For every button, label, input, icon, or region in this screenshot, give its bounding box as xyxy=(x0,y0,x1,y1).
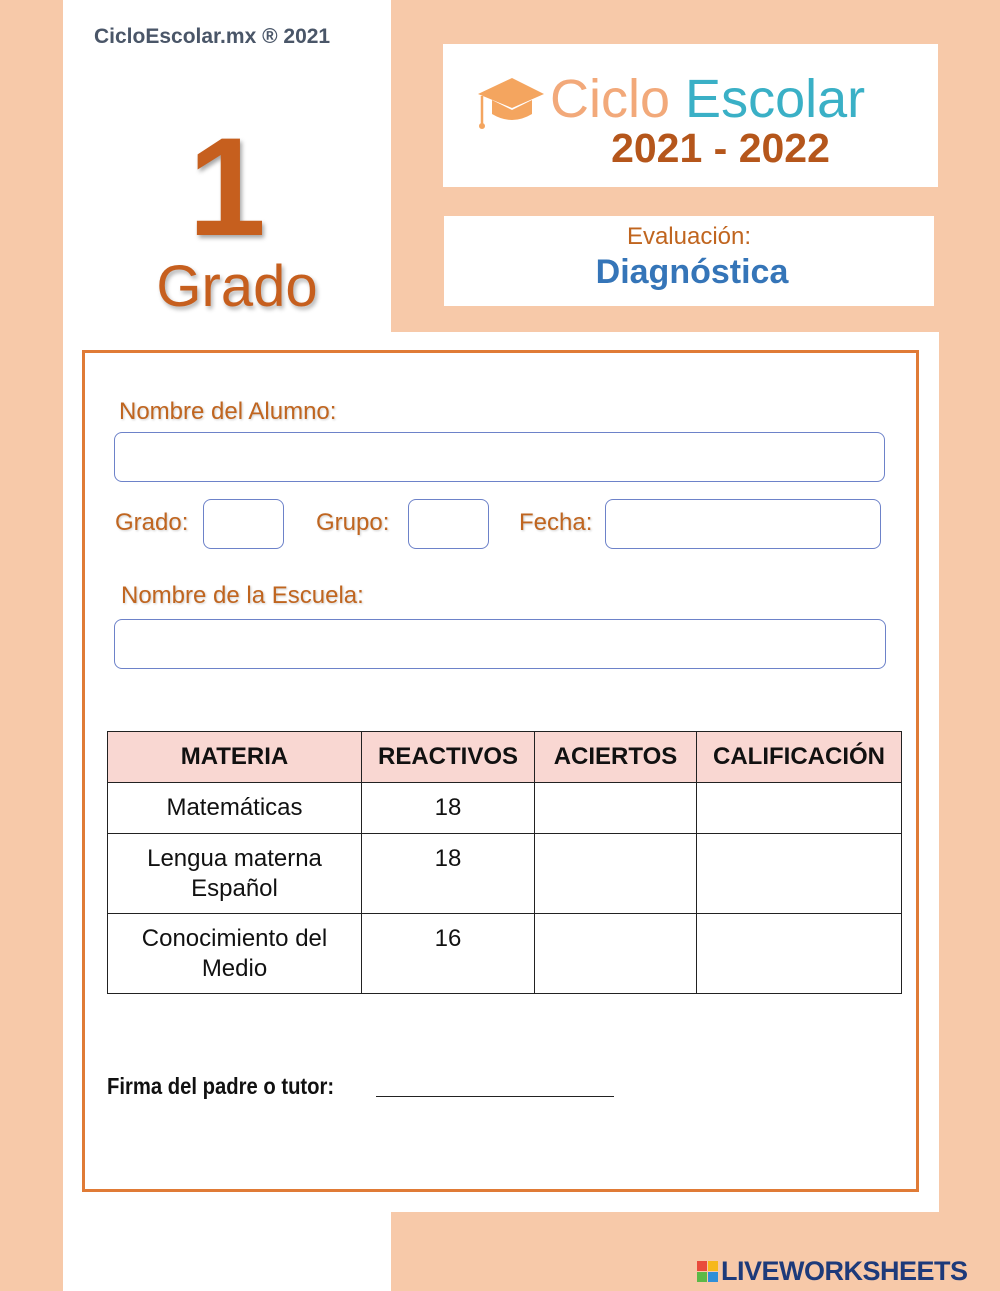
logo-title xyxy=(550,68,865,130)
group-field[interactable] xyxy=(408,499,489,549)
grade-field[interactable] xyxy=(203,499,284,549)
header-score: CALIFICACIÓN xyxy=(697,732,902,783)
scores-table xyxy=(107,731,902,994)
liveworksheets-brand: LIVEWORKSHEETS xyxy=(721,1255,968,1286)
site-credit: CicloEscolar.mx ® 2021 xyxy=(94,25,331,48)
subject-name-line1: Lengua materna xyxy=(147,845,322,872)
correct-cell[interactable] xyxy=(535,834,697,914)
score-cell[interactable] xyxy=(697,914,902,994)
correct-cell[interactable] xyxy=(535,783,697,834)
subject-name-line2: Medio xyxy=(201,955,268,982)
subject-cell xyxy=(108,834,362,914)
correct-cell[interactable] xyxy=(535,914,697,994)
header-items: REACTIVOS xyxy=(362,732,535,783)
table-row xyxy=(108,783,902,834)
liveworksheets-logo-icon xyxy=(697,1261,718,1282)
evaluation-type: Diagnóstica xyxy=(595,253,789,291)
date-field[interactable] xyxy=(605,499,881,549)
logo-word-escolar: Escolar xyxy=(685,69,866,129)
signature-label: Firma del padre o tutor: xyxy=(107,1073,335,1099)
evaluation-label: Evaluación: xyxy=(626,223,752,250)
grade-number: 1 xyxy=(188,108,266,265)
table-row xyxy=(108,834,902,914)
subject-name: Matemáticas xyxy=(166,794,303,821)
school-years: 2021 - 2022 xyxy=(611,125,830,171)
school-name-label: Nombre de la Escuela: xyxy=(121,582,364,609)
table-header-row xyxy=(108,732,902,783)
score-cell[interactable] xyxy=(697,783,902,834)
subject-cell xyxy=(108,914,362,994)
grade-label: Grado: xyxy=(115,509,189,536)
logo-word-ciclo: Ciclo xyxy=(550,69,671,129)
school-name-field[interactable] xyxy=(114,619,886,669)
items-cell: 18 xyxy=(362,783,535,834)
group-label: Grupo: xyxy=(316,509,390,536)
student-name-field[interactable] xyxy=(114,432,885,482)
header-correct: ACIERTOS xyxy=(535,732,697,783)
score-cell[interactable] xyxy=(697,834,902,914)
items-cell: 16 xyxy=(362,914,535,994)
student-name-label: Nombre del Alumno: xyxy=(119,398,337,425)
date-label: Fecha: xyxy=(519,509,593,536)
subject-cell xyxy=(108,783,362,834)
subject-name-line1: Conocimiento del xyxy=(141,925,328,952)
grade-word: Grado xyxy=(156,254,318,319)
subject-name-line2: Español xyxy=(191,875,278,902)
signature-line xyxy=(376,1096,614,1097)
items-cell: 18 xyxy=(362,834,535,914)
header-subject: MATERIA xyxy=(108,732,362,783)
table-row xyxy=(108,914,902,994)
liveworksheets-logo xyxy=(697,1256,968,1286)
